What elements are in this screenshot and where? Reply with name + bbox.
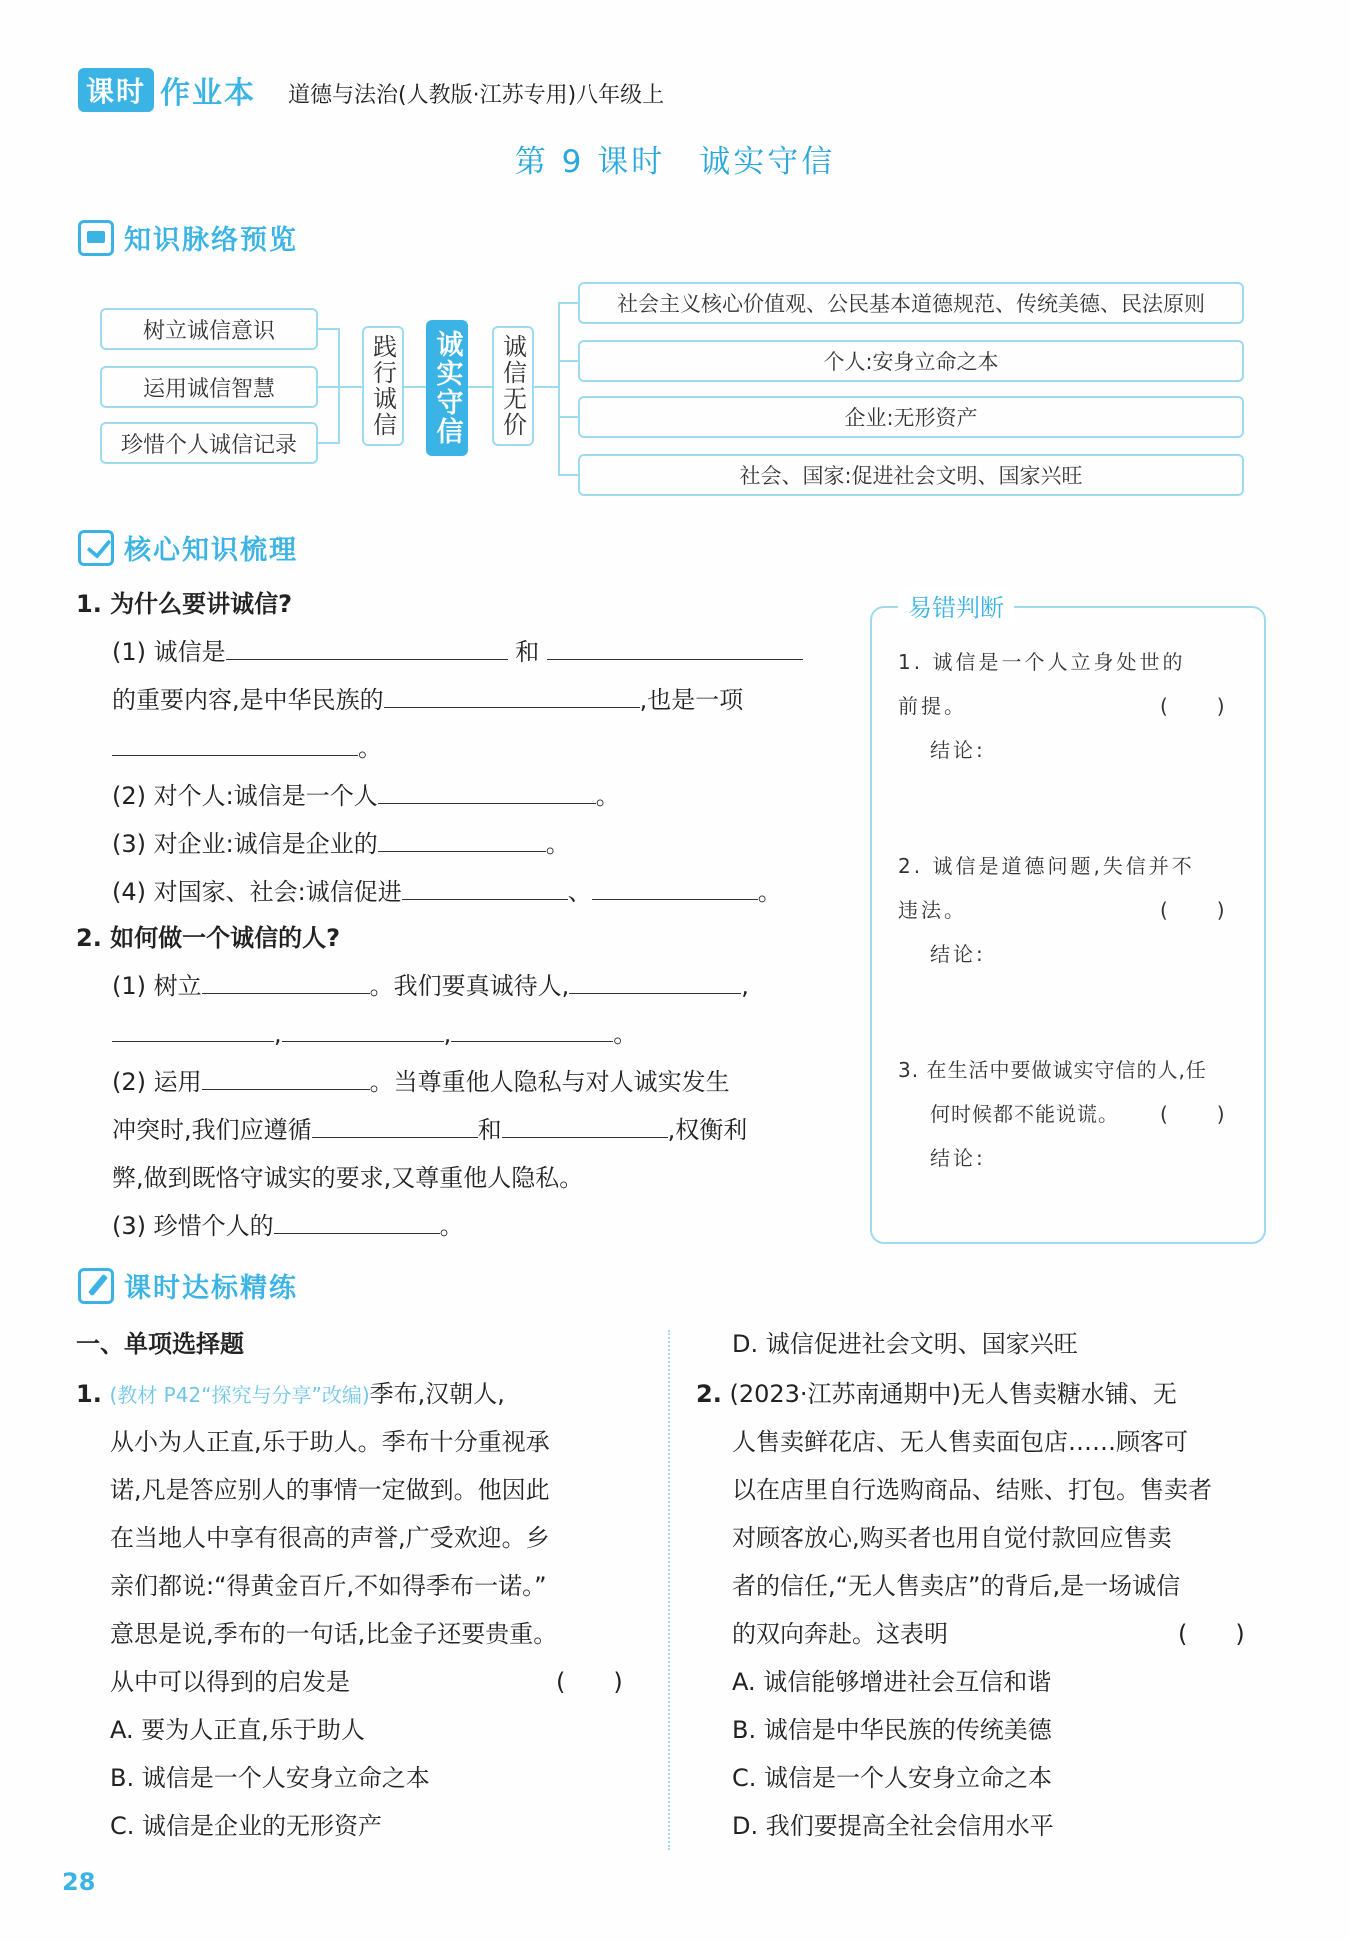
question-line: 者的信任,“无人售卖店”的背后,是一场诚信 [732, 1572, 1181, 1600]
option-d[interactable]: D. 我们要提高全社会信用水平 [732, 1812, 1054, 1840]
text: ,也是一项 [639, 686, 744, 714]
question-source: (2023·江苏南通期中) [729, 1380, 961, 1408]
checkmark-icon [78, 530, 114, 566]
answer-blank[interactable] [451, 1011, 613, 1042]
text: 和 [515, 638, 540, 666]
answer-paren[interactable]: ( ) [1178, 1620, 1245, 1648]
connector [534, 386, 558, 388]
mindmap-right-node: 企业:无形资产 [578, 396, 1244, 438]
option-b[interactable]: B. 诚信是中华民族的传统美德 [732, 1716, 1052, 1744]
text: 。我们要真诚待人, [369, 972, 570, 1000]
question-line: 在当地人中享有很高的声誉,广受欢迎。乡 [110, 1524, 550, 1552]
text: 。 [545, 830, 570, 858]
option-c[interactable]: C. 诚信是企业的无形资产 [110, 1812, 383, 1840]
question-line: 意思是说,季布的一句话,比金子还要贵重。 [110, 1620, 558, 1648]
option-d[interactable]: D. 诚信促进社会文明、国家兴旺 [732, 1330, 1078, 1358]
connector [558, 360, 578, 362]
option-b[interactable]: B. 诚信是一个人安身立命之本 [110, 1764, 430, 1792]
text-line: 弊,做到既恪守诚实的要求,又尊重他人隐私。 [112, 1164, 584, 1192]
question-line: 对顾客放心,购买者也用自觉付款回应售卖 [732, 1524, 1172, 1552]
answer-blank[interactable] [569, 963, 741, 994]
mindmap-practice-node: 践行诚信 [362, 326, 404, 446]
question-heading: 2. 如何做一个诚信的人? [76, 924, 341, 952]
question-line: 亲们都说:“得黄金百斤,不如得季布一诺。” [110, 1572, 547, 1600]
judgment-line: 违法。 [898, 898, 967, 922]
question-line: 诺,凡是答应别人的事情一定做到。他因此 [110, 1476, 550, 1504]
text: 。当尊重他人隐私与对人诚实发生 [369, 1068, 730, 1096]
mindmap-value-node: 诚信无价 [492, 326, 534, 446]
connector [468, 386, 492, 388]
question-number: 1. [76, 1380, 102, 1408]
question-line: 人售卖鲜花店、无人售卖面包店……顾客可 [732, 1428, 1188, 1456]
page-number: 28 [62, 1868, 96, 1896]
answer-blank[interactable] [202, 963, 370, 994]
question-line: 从小为人正直,乐于助人。季布十分重视承 [110, 1428, 550, 1456]
question-line: 的双向奔赴。这表明 [732, 1620, 948, 1648]
text: (2) 运用 [112, 1068, 202, 1096]
text: 的重要内容,是中华民族的 [112, 686, 384, 714]
fill-line [112, 1058, 730, 1106]
answer-blank[interactable] [402, 869, 568, 900]
text: , [274, 1020, 282, 1048]
answer-blank[interactable] [384, 677, 640, 708]
text: 。 [757, 878, 782, 906]
answer-blank[interactable] [202, 1059, 370, 1090]
pen-icon [78, 1268, 114, 1304]
choice-heading: 一、单项选择题 [76, 1330, 244, 1358]
mindmap-right-node: 社会、国家:促进社会文明、国家兴旺 [578, 454, 1244, 496]
text: 和 [477, 1116, 502, 1144]
answer-paren[interactable]: ( ) [556, 1668, 623, 1696]
brand-box: 课时 [78, 68, 154, 112]
fill-line [112, 1202, 464, 1250]
connector [318, 328, 338, 330]
fill-line [112, 868, 782, 916]
fill-line [112, 1106, 747, 1154]
answer-blank[interactable] [378, 773, 596, 804]
answer-blank[interactable] [592, 869, 758, 900]
conclusion-label: 结论: [930, 1146, 986, 1170]
answer-blank[interactable] [312, 1107, 478, 1138]
text: 冲突时,我们应遵循 [112, 1116, 312, 1144]
fill-line [112, 772, 620, 820]
subject-line: 道德与法治(人教版·江苏专用)八年级上 [288, 83, 665, 108]
connector [558, 474, 578, 476]
fill-line [112, 962, 749, 1010]
question-line: 以在店里自行选购商品、结账、打包。售卖者 [732, 1476, 1212, 1504]
section-title: 知识脉络预览 [124, 225, 298, 256]
mindmap-left-node: 运用诚信智慧 [100, 366, 318, 408]
brand-text: 作业本 [160, 76, 257, 111]
section-title: 核心知识梳理 [124, 535, 298, 566]
option-a[interactable]: A. 诚信能够增进社会互信和谐 [732, 1668, 1052, 1696]
text: 季布,汉朝人, [369, 1380, 505, 1408]
judgment-line: 1. 诚信是一个人立身处世的 [898, 650, 1186, 674]
answer-blank[interactable] [282, 1011, 444, 1042]
fill-line [112, 1010, 637, 1058]
judgment-line: 2. 诚信是道德问题,失信并不 [898, 854, 1195, 878]
connector [404, 386, 426, 388]
question-number: 2. [696, 1380, 722, 1408]
text: (3) 珍惜个人的 [112, 1212, 274, 1240]
fill-line [112, 676, 743, 724]
book-icon [78, 220, 114, 256]
fill-line [112, 724, 382, 772]
conclusion-label: 结论: [930, 738, 986, 762]
question-source: (教材 P42“探究与分享”改编) [109, 1383, 370, 1407]
column-divider [668, 1330, 670, 1850]
fill-line [112, 820, 570, 868]
connector [338, 328, 340, 444]
connector [318, 442, 338, 444]
text: (3) 对企业:诚信是企业的 [112, 830, 378, 858]
text: ,权衡利 [667, 1116, 748, 1144]
mindmap-center-node: 诚实守信 [426, 320, 468, 456]
answer-paren[interactable]: ( ) [1160, 694, 1228, 718]
judgment-line: 前提。 [898, 694, 967, 718]
text: 。 [613, 1020, 638, 1048]
mindmap-left-node: 树立诚信意识 [100, 308, 318, 350]
answer-blank[interactable] [378, 821, 546, 852]
conclusion-label: 结论: [930, 942, 986, 966]
judgment-line: 何时候都不能说谎。 [930, 1102, 1119, 1126]
error-judgment-title: 易错判断 [898, 588, 1014, 623]
question-line [76, 1370, 505, 1419]
text: 。 [439, 1212, 464, 1240]
connector [558, 302, 578, 304]
option-c[interactable]: C. 诚信是一个人安身立命之本 [732, 1764, 1053, 1792]
section-title: 课时达标精练 [124, 1273, 298, 1304]
question-heading: 1. 为什么要讲诚信? [76, 590, 293, 618]
answer-blank[interactable] [112, 1011, 274, 1042]
answer-paren[interactable]: ( ) [1160, 1102, 1228, 1126]
text: 无人售卖糖水铺、无 [960, 1380, 1177, 1408]
section-core-heading [78, 528, 298, 567]
answer-blank[interactable] [547, 629, 803, 660]
answer-blank[interactable] [112, 725, 358, 756]
text: , [741, 972, 749, 1000]
option-a[interactable]: A. 要为人正直,乐于助人 [110, 1716, 365, 1744]
connector [558, 302, 560, 476]
answer-paren[interactable]: ( ) [1160, 898, 1228, 922]
judgment-line: 3. 在生活中要做诚实守信的人,任 [898, 1058, 1207, 1082]
section-overview-heading [78, 218, 298, 257]
fill-line [112, 628, 803, 676]
text: (1) 诚信是 [112, 638, 226, 666]
text: (1) 树立 [112, 972, 202, 1000]
connector [558, 416, 578, 418]
text: (2) 对个人:诚信是一个人 [112, 782, 378, 810]
mindmap-right-node: 社会主义核心价值观、公民基本道德规范、传统美德、民法原则 [578, 282, 1244, 324]
mindmap-left-node: 珍惜个人诚信记录 [100, 422, 318, 464]
answer-blank[interactable] [226, 629, 508, 660]
brand-logo [78, 70, 256, 110]
text: (4) 对国家、社会:诚信促进 [112, 878, 402, 906]
section-practice-heading [78, 1266, 298, 1305]
lesson-title: 第 9 课时 诚实守信 [514, 144, 836, 180]
text: 、 [567, 878, 592, 906]
question-line: 从中可以得到的启发是 [110, 1668, 350, 1696]
text: 。 [358, 734, 382, 762]
mindmap-right-node: 个人:安身立命之本 [578, 340, 1244, 382]
connector [318, 386, 362, 388]
text: , [443, 1020, 452, 1048]
answer-blank[interactable] [502, 1107, 668, 1138]
answer-blank[interactable] [274, 1203, 440, 1234]
text: 。 [595, 782, 620, 810]
question-line [696, 1370, 1177, 1418]
